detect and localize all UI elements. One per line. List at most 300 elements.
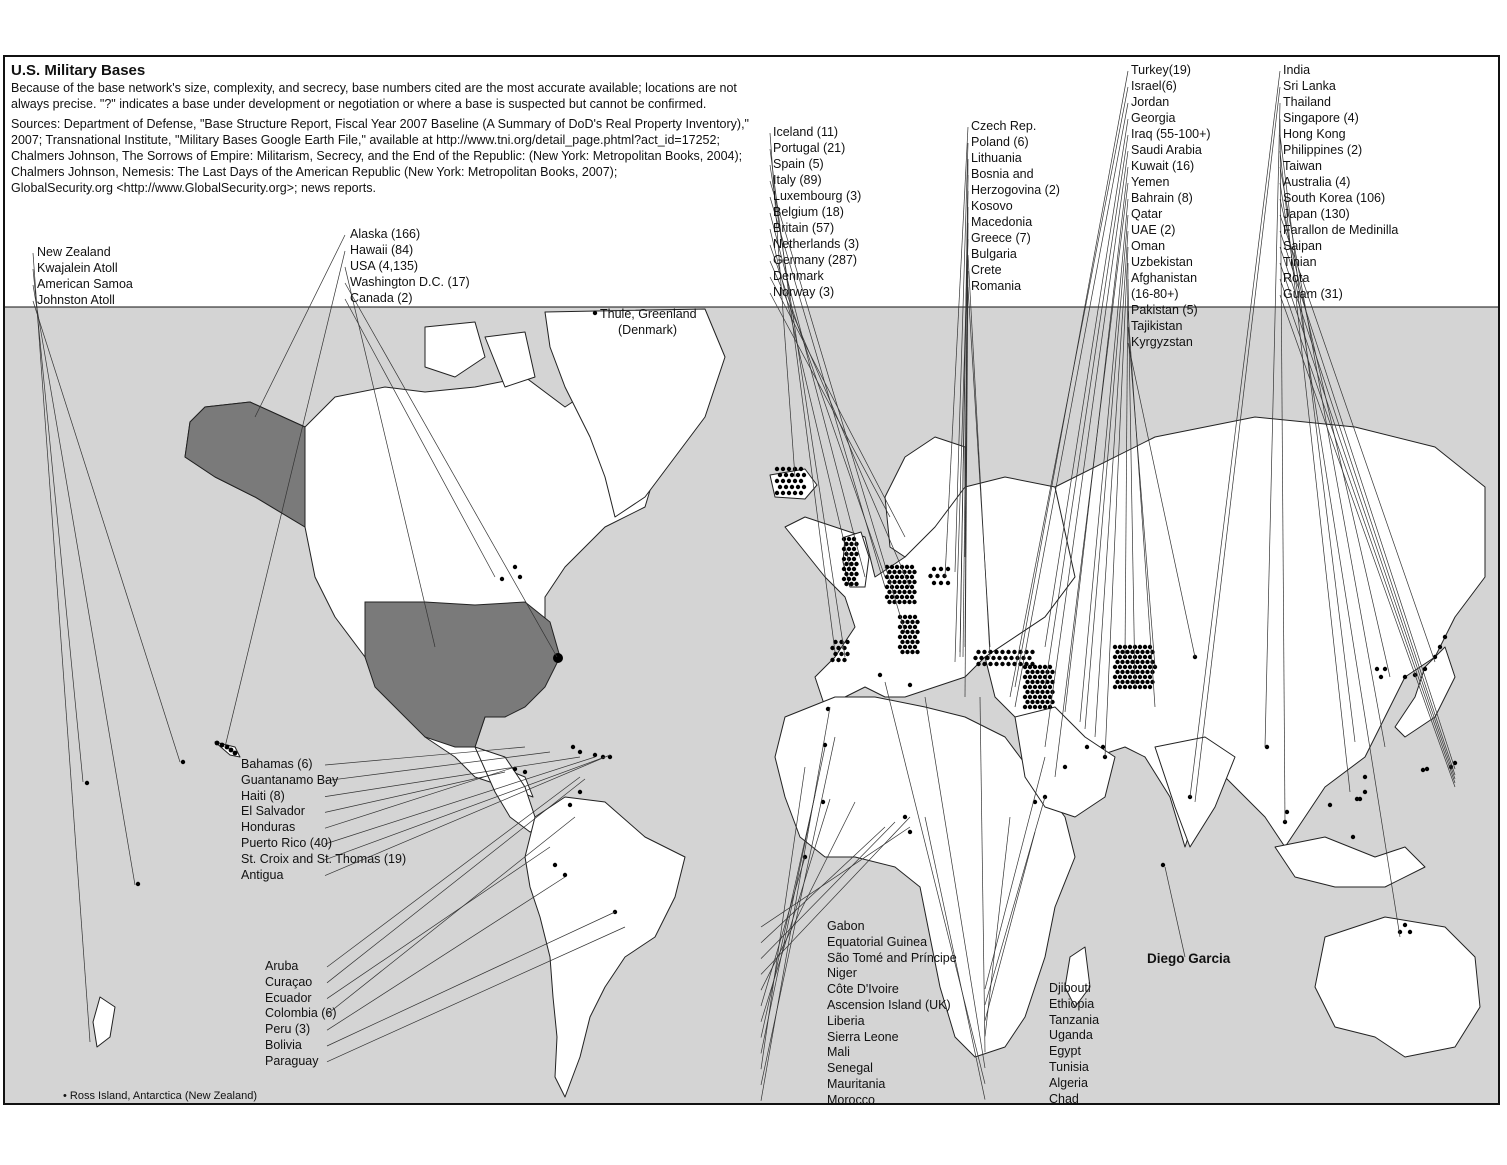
base-dot — [994, 650, 998, 654]
base-dot — [1355, 797, 1359, 801]
label-spain-5: Spain (5) — [773, 157, 824, 171]
base-dot — [1379, 675, 1383, 679]
base-dot — [1040, 670, 1044, 674]
base-dot — [1024, 662, 1028, 666]
label-germany-287: Germany (287) — [773, 253, 858, 267]
base-dot — [1030, 680, 1034, 684]
label-tinian: Tinian — [1283, 255, 1317, 269]
base-dot — [910, 565, 914, 569]
label-antigua: Antigua — [241, 867, 284, 882]
base-dot — [1383, 667, 1387, 671]
label-bolivia: Bolivia — [265, 1038, 302, 1052]
base-dot — [1040, 700, 1044, 704]
base-dot — [1043, 665, 1047, 669]
base-dot — [553, 863, 557, 867]
base-dot — [892, 580, 896, 584]
label-sri-lanka: Sri Lanka — [1283, 79, 1336, 93]
base-dot — [1025, 680, 1029, 684]
base-dot — [910, 585, 914, 589]
base-dot — [1025, 700, 1029, 704]
base-dot — [897, 590, 901, 594]
label-bahrain-8: Bahrain (8) — [1131, 191, 1193, 205]
map-header — [11, 63, 771, 200]
world-map — [5, 57, 1498, 1103]
label-guantanamo-bay: Guantanamo Bay — [241, 772, 339, 787]
base-dot — [895, 575, 899, 579]
base-dot — [1118, 685, 1122, 689]
base-dot — [885, 595, 889, 599]
base-dot — [1128, 665, 1132, 669]
base-dot — [902, 590, 906, 594]
base-dot — [500, 577, 504, 581]
base-dot — [900, 630, 904, 634]
base-dot — [793, 491, 797, 495]
label-india: India — [1283, 63, 1311, 77]
base-dot — [568, 803, 572, 807]
base-dot — [997, 656, 1001, 660]
base-dot — [890, 595, 894, 599]
base-dot — [1148, 645, 1152, 649]
base-dot — [915, 630, 919, 634]
label-morocco: Morocco — [827, 1092, 875, 1105]
base-dot — [1023, 695, 1027, 699]
base-dot — [1033, 685, 1037, 689]
base-dot — [1038, 665, 1042, 669]
base-dot — [1421, 768, 1425, 772]
label-bahamas-6: Bahamas (6) — [241, 757, 313, 771]
label-netherlands-3: Netherlands (3) — [773, 237, 860, 251]
base-dot — [900, 575, 904, 579]
base-dot — [1148, 685, 1152, 689]
base-dot — [1113, 655, 1117, 659]
sources-text — [11, 116, 771, 196]
base-dot — [903, 645, 907, 649]
base-dot — [1150, 680, 1154, 684]
base-dot — [942, 574, 946, 578]
base-dot — [1048, 685, 1052, 689]
base-dot — [1143, 675, 1147, 679]
base-dot — [781, 491, 785, 495]
base-dot — [787, 491, 791, 495]
base-dot — [1038, 705, 1042, 709]
intro-text: Because of the base network's size, complexity, and secrecy, base numbers cited are the most accurate available; locations are not always precise. "?" indicates a base under development or negotiation or where a base is suspected but cannot be confirmed. — [11, 81, 737, 111]
base-dot — [799, 479, 803, 483]
label-paraguay: Paraguay — [265, 1053, 319, 1068]
base-dot — [1140, 680, 1144, 684]
base-dot — [1085, 745, 1089, 749]
base-dot — [1040, 680, 1044, 684]
base-dot — [915, 620, 919, 624]
base-dot — [1133, 655, 1137, 659]
base-dot — [781, 467, 785, 471]
base-dot — [895, 595, 899, 599]
base-dot — [1033, 705, 1037, 709]
label-jordan: Jordan — [1131, 95, 1170, 109]
base-dot — [878, 673, 882, 677]
base-dot — [1115, 650, 1119, 654]
base-dot — [946, 567, 950, 571]
base-dot — [1135, 660, 1139, 664]
base-dot — [1045, 700, 1049, 704]
label-senegal: Senegal — [827, 1061, 873, 1076]
base-dot — [1130, 680, 1134, 684]
base-dot — [775, 491, 779, 495]
base-dot — [845, 652, 849, 656]
base-dot — [887, 600, 891, 604]
label-britain-57: Britain (57) — [773, 221, 835, 235]
base-dot — [1145, 670, 1149, 674]
source-1: Sources: Department of Defense, "Base Structure Report, Fiscal Year 2007 Baseline (A Summary of DoD's Real Property Inventory)," 2007; Transnational Institute, "Military Bases Google Earth File," available at http://www.tni.org/detail_page.phtml?act_id=17252; — [11, 117, 749, 147]
base-dot — [908, 625, 912, 629]
label-ascension-island-uk: Ascension Island (UK) — [827, 998, 951, 1012]
base-dot — [973, 656, 977, 660]
base-dot — [847, 537, 851, 541]
base-dot — [1038, 675, 1042, 679]
base-dot — [1035, 680, 1039, 684]
label-macedonia: Macedonia — [971, 215, 1033, 229]
base-dot — [900, 595, 904, 599]
label-peru-3: Peru (3) — [265, 1022, 311, 1037]
base-dot — [784, 473, 788, 477]
base-dot — [1130, 660, 1134, 664]
base-dot — [1028, 695, 1032, 699]
base-dot — [1006, 662, 1010, 666]
base-dot — [1408, 930, 1412, 934]
base-dot — [900, 650, 904, 654]
base-dot — [982, 650, 986, 654]
base-dot — [1130, 670, 1134, 674]
source-4: GlobalSecurity.org <http://www.GlobalSecurity.org>; news reports. — [11, 181, 376, 195]
base-dot — [1140, 650, 1144, 654]
base-dot — [900, 585, 904, 589]
base-dot — [939, 581, 943, 585]
base-dot — [1351, 835, 1355, 839]
base-dot — [910, 650, 914, 654]
label-lithuania: Lithuania — [971, 151, 1022, 165]
base-dot — [790, 473, 794, 477]
base-dot — [1043, 695, 1047, 699]
label-djibouti: Djibouti — [1049, 981, 1091, 995]
base-dot — [1033, 675, 1037, 679]
base-dot — [839, 652, 843, 656]
base-dot — [1125, 650, 1129, 654]
base-dot — [1150, 660, 1154, 664]
label-algeria: Algeria — [1049, 1075, 1088, 1090]
base-dot — [1128, 645, 1132, 649]
base-dot — [852, 577, 856, 581]
label-bosnia-and: Bosnia and — [971, 167, 1034, 181]
label-uzbekistan: Uzbekistan — [1131, 255, 1193, 269]
base-dot — [991, 656, 995, 660]
base-dot — [1265, 745, 1269, 749]
label-kuwait-16: Kuwait (16) — [1131, 159, 1195, 173]
label-cura-ao: Curaçao — [265, 974, 313, 989]
base-dot — [830, 658, 834, 662]
base-dot — [1050, 670, 1054, 674]
base-dot — [1120, 660, 1124, 664]
base-dot — [895, 565, 899, 569]
base-dot — [912, 570, 916, 574]
base-dot — [1118, 665, 1122, 669]
base-dot — [912, 590, 916, 594]
base-dot — [1145, 680, 1149, 684]
base-dot — [988, 650, 992, 654]
label-farallon-de-medinilla: Farallon de Medinilla — [1283, 223, 1399, 237]
label-belgium-18: Belgium (18) — [773, 205, 844, 219]
base-dot — [908, 683, 912, 687]
base-dot — [787, 467, 791, 471]
base-dot — [905, 595, 909, 599]
base-dot — [907, 570, 911, 574]
base-dot — [908, 830, 912, 834]
label-japan-130: Japan (130) — [1283, 207, 1350, 221]
base-dot — [1048, 705, 1052, 709]
base-dot — [1135, 680, 1139, 684]
base-dot — [1048, 675, 1052, 679]
base-dot — [907, 590, 911, 594]
base-dot — [902, 600, 906, 604]
base-dot — [1120, 670, 1124, 674]
label-kosovo: Kosovo — [971, 199, 1013, 213]
base-dot — [1425, 767, 1429, 771]
label-italy-89: Italy (89) — [773, 173, 822, 187]
base-dot — [1138, 675, 1142, 679]
base-dot — [1030, 700, 1034, 704]
base-dot — [778, 473, 782, 477]
base-dot — [905, 650, 909, 654]
label-colombia-6: Colombia (6) — [265, 1006, 337, 1021]
base-dot — [847, 577, 851, 581]
base-dot — [905, 585, 909, 589]
base-dot — [1038, 685, 1042, 689]
label-s-o-tom-and-pr-ncipe: São Tomé and Príncipe — [827, 950, 957, 965]
base-dot — [910, 595, 914, 599]
label-alaska-166: Alaska (166) — [350, 227, 421, 241]
base-dot — [935, 574, 939, 578]
base-dot — [1035, 690, 1039, 694]
label-crete: Crete — [971, 263, 1002, 277]
label-iceland-11: Iceland (11) — [773, 125, 839, 139]
base-dot — [1113, 685, 1117, 689]
label-johnston-atoll: Johnston Atoll — [37, 293, 115, 307]
base-dot — [1423, 667, 1427, 671]
label-liberia: Liberia — [827, 1013, 865, 1028]
label-herzogovina-2: Herzogovina (2) — [971, 183, 1060, 197]
label-diego-garcia: Diego Garcia — [1147, 951, 1231, 966]
base-dot — [1063, 765, 1067, 769]
base-dot — [913, 645, 917, 649]
label-niger: Niger — [827, 966, 857, 981]
label-thailand: Thailand — [1283, 95, 1331, 109]
base-dot — [1145, 650, 1149, 654]
base-dot — [1012, 650, 1016, 654]
base-dot — [1118, 675, 1122, 679]
base-dot — [1038, 695, 1042, 699]
base-dot — [902, 580, 906, 584]
base-dot — [854, 562, 858, 566]
label-gabon: Gabon — [827, 919, 865, 933]
base-dot — [1143, 665, 1147, 669]
base-dot — [907, 600, 911, 604]
source-2: Chalmers Johnson, The Sorrows of Empire: Militarism, Secrecy, and the End of the Republic: (New York: Metropolitan Books, 2004); — [11, 149, 743, 163]
label-south-korea-106: South Korea (106) — [1283, 191, 1386, 205]
base-dot — [854, 552, 858, 556]
base-dot — [1035, 670, 1039, 674]
base-dot — [1113, 675, 1117, 679]
label-sierra-leone: Sierra Leone — [827, 1029, 899, 1044]
base-dot — [1363, 775, 1367, 779]
base-dot — [1125, 660, 1129, 664]
base-dot — [887, 570, 891, 574]
base-dot — [912, 580, 916, 584]
base-dot — [903, 615, 907, 619]
label-mali: Mali — [827, 1045, 850, 1060]
base-dot — [913, 635, 917, 639]
base-dot — [1148, 665, 1152, 669]
base-dot — [842, 577, 846, 581]
base-dot — [982, 662, 986, 666]
base-dot — [1128, 655, 1132, 659]
base-dot — [220, 743, 225, 748]
base-dot — [849, 572, 853, 576]
label-pakistan-5: Pakistan (5) — [1131, 303, 1198, 317]
base-dot — [932, 567, 936, 571]
base-dot — [563, 873, 567, 877]
label-kwajalein-atoll: Kwajalein Atoll — [37, 261, 118, 275]
label-uae-2: UAE (2) — [1131, 223, 1176, 237]
base-dot — [910, 640, 914, 644]
base-dot — [799, 467, 803, 471]
base-dot — [1030, 662, 1034, 666]
base-dot — [1025, 690, 1029, 694]
diego-garcia-dot — [1161, 863, 1165, 867]
base-dot — [890, 565, 894, 569]
base-dot — [976, 650, 980, 654]
base-dot — [1135, 650, 1139, 654]
base-dot — [890, 575, 894, 579]
base-dot — [1003, 656, 1007, 660]
label-washington-d-c-17: Washington D.C. (17) — [350, 275, 470, 289]
label-turkey-19: Turkey(19) — [1131, 63, 1191, 77]
label-el-salvador: El Salvador — [241, 804, 305, 819]
base-dot — [513, 565, 517, 569]
base-dot — [897, 580, 901, 584]
base-dot — [1138, 655, 1142, 659]
base-dot — [1285, 810, 1289, 814]
base-dot — [790, 485, 794, 489]
base-dot — [799, 491, 803, 495]
base-dot — [847, 567, 851, 571]
label-australia-4: Australia (4) — [1283, 175, 1351, 189]
base-dot — [905, 565, 909, 569]
source-3: Chalmers Johnson, Nemesis: The Last Days of the American Republic (New York: Metropolitan Books, 2007); — [11, 165, 618, 179]
base-dot — [1148, 675, 1152, 679]
base-dot — [775, 467, 779, 471]
label-rota: Rota — [1283, 271, 1310, 285]
base-dot — [836, 658, 840, 662]
base-dot — [518, 575, 522, 579]
base-dot — [849, 542, 853, 546]
base-dot — [85, 781, 89, 785]
base-dot — [781, 479, 785, 483]
base-dot — [1030, 670, 1034, 674]
label-ethiopia: Ethiopia — [1049, 996, 1095, 1011]
label-greece-7: Greece (7) — [971, 231, 1031, 245]
base-dot — [1023, 685, 1027, 689]
label-haiti-8: Haiti (8) — [241, 788, 285, 803]
label-egypt: Egypt — [1049, 1044, 1081, 1059]
base-dot — [1027, 656, 1031, 660]
label-ross-island-antarctica-new-zealand: • Ross Island, Antarctica (New Zealand) — [63, 1090, 257, 1102]
base-dot — [1025, 670, 1029, 674]
base-dot — [913, 615, 917, 619]
base-dot — [885, 585, 889, 589]
map-title: U.S. Military Bases — [11, 62, 146, 79]
label-ecuador: Ecuador — [265, 990, 312, 1005]
label-saudi-arabia: Saudi Arabia — [1131, 143, 1202, 157]
base-dot — [1023, 675, 1027, 679]
label-georgia: Georgia — [1131, 111, 1176, 125]
base-dot — [994, 662, 998, 666]
base-dot — [1118, 645, 1122, 649]
base-dot — [852, 557, 856, 561]
label-c-te-d-ivoire: Côte D'Ivoire — [827, 982, 899, 997]
label-singapore-4: Singapore (4) — [1283, 111, 1359, 125]
base-dot — [849, 552, 853, 556]
base-dot — [802, 485, 806, 489]
base-dot — [842, 567, 846, 571]
base-dot — [578, 790, 582, 794]
base-dot — [852, 567, 856, 571]
map-frame — [3, 55, 1500, 1105]
base-dot — [897, 570, 901, 574]
base-dot — [1125, 670, 1129, 674]
base-dot — [985, 656, 989, 660]
base-dot — [1123, 685, 1127, 689]
base-dot — [1143, 655, 1147, 659]
base-dot — [845, 640, 849, 644]
label-taiwan: Taiwan — [1283, 159, 1322, 173]
base-dot — [1138, 685, 1142, 689]
base-dot — [1403, 923, 1407, 927]
base-dot — [900, 640, 904, 644]
label-israel-6: Israel(6) — [1131, 79, 1177, 93]
base-dot — [836, 646, 840, 650]
base-dot — [903, 815, 907, 819]
label-denmark: Denmark — [773, 269, 824, 283]
base-dot — [1125, 680, 1129, 684]
label-tunisia: Tunisia — [1049, 1060, 1089, 1074]
label-usa-4-135: USA (4,135) — [350, 259, 419, 273]
label-uganda: Uganda — [1049, 1028, 1093, 1043]
base-dot — [1033, 695, 1037, 699]
base-dot — [523, 770, 527, 774]
base-dot — [1123, 665, 1127, 669]
base-dot — [775, 479, 779, 483]
base-dot — [847, 547, 851, 551]
base-dot — [1000, 650, 1004, 654]
base-dot — [784, 485, 788, 489]
base-dot — [854, 572, 858, 576]
base-dot — [898, 635, 902, 639]
label-qatar: Qatar — [1131, 207, 1163, 221]
base-dot — [215, 741, 220, 746]
label-iraq-55-100: Iraq (55-100+) — [1131, 127, 1211, 141]
label-st-croix-and-st-thomas-19: St. Croix and St. Thomas (19) — [241, 851, 407, 866]
label-saipan: Saipan — [1283, 239, 1322, 253]
base-dot — [849, 582, 853, 586]
base-dot — [842, 658, 846, 662]
